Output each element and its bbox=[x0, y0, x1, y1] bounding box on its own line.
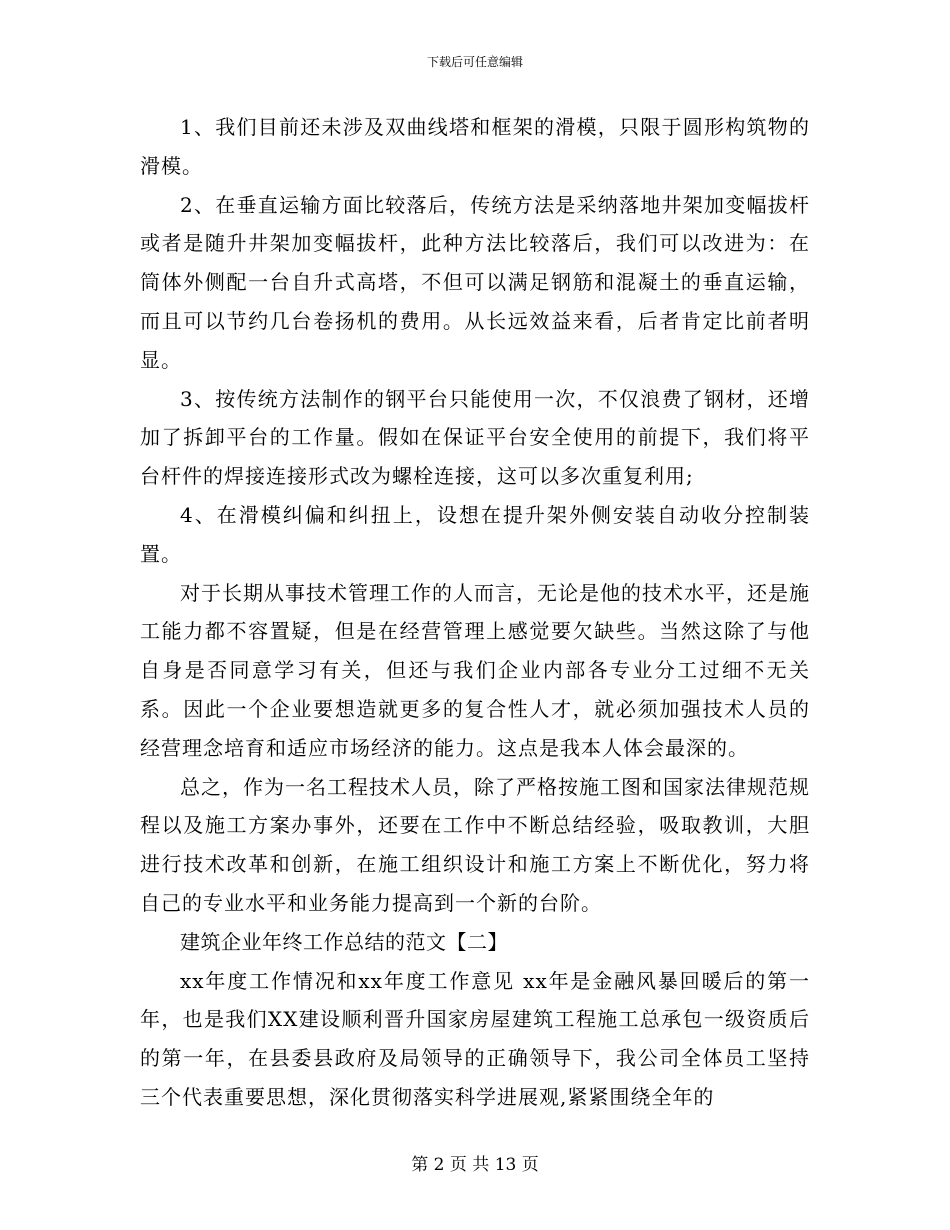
paragraph-item-4: 4、在滑模纠偏和纠扭上，设想在提升架外侧安装自动收分控制装置。 bbox=[140, 502, 810, 566]
paragraph-item-1: 1、我们目前还未涉及双曲线塔和框架的滑模，只限于圆形构筑物的滑模。 bbox=[140, 115, 810, 178]
page-header-note: 下载后可任意编辑 bbox=[426, 55, 523, 69]
paragraph-conclusion: 总之，作为一名工程技术人员，除了严格按施工图和国家法律规范规程以及施工方案办事外，还要在工作中不断总结经验，吸取教训，大胆进行技术改革和创新，在施工组织设计和施工方案上不断优化，努力将自己的专业水平和业务能力提高到一个新的台阶。 bbox=[140, 774, 810, 915]
section-heading: 建筑企业年终工作总结的范文【二】 bbox=[180, 929, 508, 954]
paragraph-annual-work: xx年度工作情况和xx年度工作意见 xx年是金融风暴回暖后的第一年，也是我们XX建设顺利晋升国家房屋建筑工程施工总承包一级资质后的第一年，在县委县政府及局领导的正确领导下，我公司全体员工坚持三个代表重要思想，深化贯彻落实科学进展观,紧紧围绕全年的 bbox=[140, 968, 810, 1109]
paragraph-item-2: 2、在垂直运输方面比较落后，传统方法是采纳落地井架加变幅拔杆或者是随升井架加变幅拔杆，此种方法比较落后，我们可以改进为：在筒体外侧配一台自升式高塔，不但可以满足钢筋和混凝土的垂直运输，而且可以节约几台卷扬机的费用。从长远效益来看，后者肯定比前者明显。 bbox=[140, 192, 810, 372]
document-body bbox=[140, 108, 810, 1117]
paragraph-management: 对于长期从事技术管理工作的人而言，无论是他的技术水平，还是施工能力都不容置疑，但是在经营管理上感觉要欠缺些。当然这除了与他自身是否同意学习有关，但还与我们企业内部各专业分工过细不无关系。因此一个企业要想造就更多的复合性人才，就必须加强技术人员的经营理念培育和适应市场经济的能力。这点是我本人体会最深的。 bbox=[140, 580, 810, 760]
paragraph-item-3: 3、按传统方法制作的钢平台只能使用一次，不仅浪费了钢材，还增加了拆卸平台的工作量。假如在保证平台安全使用的前提下，我们将平台杆件的焊接连接形式改为螺栓连接，这可以多次重复利用; bbox=[140, 386, 810, 489]
page-number: 第 2 页 共 13 页 bbox=[411, 1155, 539, 1175]
